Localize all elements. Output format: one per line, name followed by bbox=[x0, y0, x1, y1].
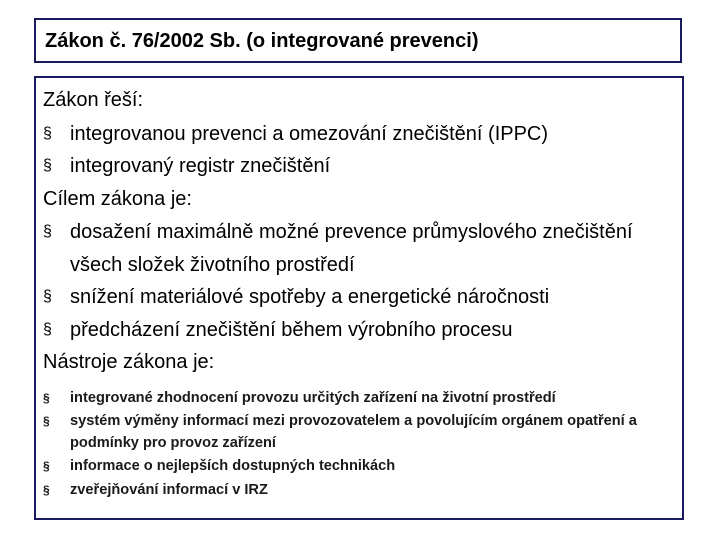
list-item-text: integrovaný registr znečištění bbox=[70, 155, 331, 178]
list-item bbox=[43, 386, 682, 410]
bullet-icon: § bbox=[43, 413, 50, 428]
list-item-text: informace o nejlepších dostupných technikách bbox=[70, 457, 396, 474]
list-item-text: integrované zhodnocení provozu určitých zařízení na životní prostředí bbox=[70, 389, 556, 406]
slide-title-box bbox=[34, 18, 682, 63]
list-item bbox=[43, 150, 682, 183]
bullet-icon: § bbox=[43, 288, 52, 306]
list-item-text: integrovanou prevenci a omezování znečištění (IPPC) bbox=[70, 122, 549, 145]
list-item bbox=[43, 314, 682, 347]
section-heading-law-solves: Zákon řeší: bbox=[43, 89, 144, 111]
bullet-icon: § bbox=[43, 458, 50, 473]
list-item bbox=[43, 216, 658, 281]
tools-list bbox=[43, 386, 682, 502]
list-item-text: zveřejňování informací v IRZ bbox=[70, 481, 268, 498]
bullet-icon: § bbox=[43, 482, 50, 497]
bullet-icon: § bbox=[43, 124, 52, 142]
list-item bbox=[43, 478, 682, 502]
list-item bbox=[43, 410, 660, 454]
list-item bbox=[43, 281, 682, 314]
list-item-text: snížení materiálové spotřeby a energetické náročnosti bbox=[70, 286, 550, 309]
section-heading-law-goal: Cílem zákona je: bbox=[43, 187, 192, 210]
bullet-icon: § bbox=[43, 390, 50, 405]
list-item-text: předcházení znečištění během výrobního procesu bbox=[70, 318, 513, 341]
slide-content-box bbox=[34, 76, 684, 520]
bullet-icon: § bbox=[43, 157, 52, 175]
bullet-icon: § bbox=[43, 223, 52, 241]
list-item bbox=[43, 454, 682, 478]
list-item-text: systém výměny informací mezi provozovatelem a povolujícím orgánem opatření a podmínky pro provoz zařízení bbox=[70, 412, 637, 451]
list-item bbox=[43, 118, 682, 151]
slide-title: Zákon č. 76/2002 Sb. (o integrované prevenci) bbox=[45, 30, 479, 52]
section-heading-law-tools: Nástroje zákona je: bbox=[43, 351, 215, 374]
list-item-text: dosažení maximálně možné prevence průmyslového znečištění všech složek životního prostředí bbox=[70, 221, 633, 276]
bullet-icon: § bbox=[43, 320, 52, 338]
